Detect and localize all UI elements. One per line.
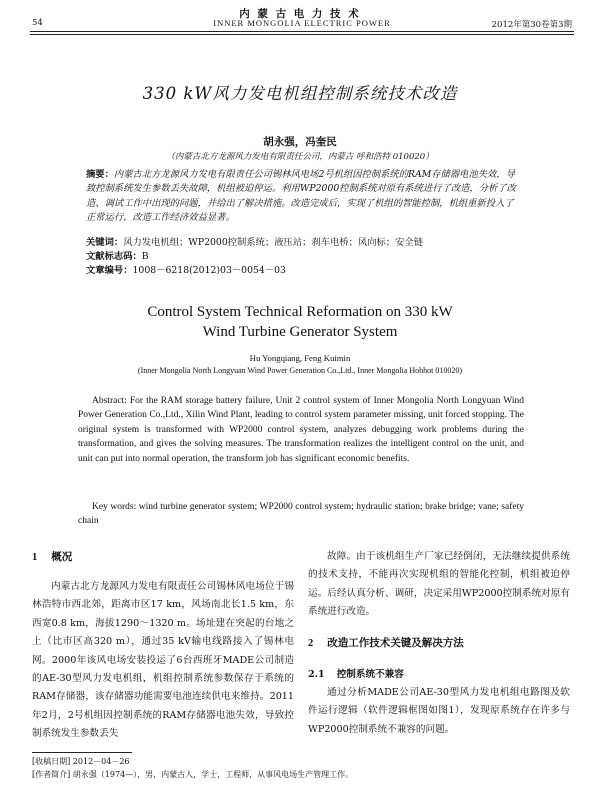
section-1-paragraph: 内蒙古北方龙源风力发电有限责任公司锡林风电场位于锡林浩特市西北郊，距离市区17 km，风场南北长1.5 km，东西宽0.8 km，海拔1290～1320 m。场址建在突起的台地之上（比市区高320 m），通过35 kV输电线路接入了锡林电网。2000年该风电场安装投运了6台西班牙MADE公司制造的AE-30型风力发电机组，机组控制系统参数保存于系统的RAM存储器，该存储器功能需要电池连续供电来维持。2011年2月，2号机组因控制系统的RAM存储器电池失效，导致控制系统发生参数丢失 — [32, 581, 294, 740]
section-2-number: 2 — [308, 637, 314, 649]
abstract-en-label: Abstract: — [92, 396, 127, 406]
left-column — [32, 548, 294, 744]
article-number-label: 文章编号： — [86, 265, 133, 276]
journal-title-cn: 内 蒙 古 电 力 技 术 — [239, 8, 361, 20]
keywords-en-label: Key words: — [92, 502, 137, 512]
section-2-title: 改造工作技术关键及解决方法 — [327, 636, 464, 649]
keywords-cn-text: 风力发电机组；WP2000控制系统；液压站；刹车电桥；风向标；安全链 — [123, 237, 423, 248]
page-number: 54 — [32, 18, 43, 28]
abstract-en — [78, 394, 524, 466]
article-title-en-line2: Wind Turbine Generator System — [202, 324, 398, 340]
section-2-heading — [308, 634, 570, 664]
affiliation-en: (Inner Mongolia North Longyuan Wind Power Generation Co.,Ltd., Inner Mongolia Hohhot 010020) — [137, 366, 463, 375]
received-label: [收稿日期] — [32, 757, 71, 766]
section-1-heading — [32, 548, 294, 578]
header-rule — [30, 31, 574, 32]
section-1-number: 1 — [32, 552, 38, 563]
footnote-received — [32, 756, 572, 768]
authors-en: Hu Yongqiang, Feng Kuimin — [249, 353, 351, 363]
keywords-cn — [86, 236, 522, 250]
subsection-2-1-paragraph: 通过分析MADE公司AE-30型风力发电机组电路图及软件运行逻辑（软件逻辑框图如图1），发现原系统存在许多与WP2000控制系统不兼容的问题。 — [308, 687, 570, 735]
journal-title-en: INNER MONGOLIA ELECTRIC POWER — [213, 18, 391, 28]
document-code-value: B — [141, 251, 149, 262]
article-number — [86, 264, 522, 278]
keywords-cn-label: 关键词： — [86, 237, 124, 248]
document-code — [86, 250, 522, 264]
header-rule-thin — [30, 34, 574, 35]
author-bio-label: [作者简介] — [32, 770, 71, 779]
article-title-en — [0, 302, 600, 342]
abstract-en-text: For the RAM storage battery failure, Unit 2 control system of Inner Mongolia North Longyuan Wind Power Generation Co.,Ltd., Xilin Wind Plant, leading to control system parameter missing, unit forced stopping. The original system is transformed with WP2000 control system, analyzes debugging work problems during the transformation, and gives the solving measures. The transformation realizes the intelligent control on the unit, and unit can put into normal operation, the transform job has significant economic benefits. — [78, 396, 524, 464]
section-1-title: 概况 — [51, 551, 73, 563]
article-title-en-line1: Control System Technical Reformation on 330 kW — [147, 304, 453, 320]
affiliation-cn: （内蒙古北方龙源风力发电有限责任公司，内蒙古 呼和浩特 010020） — [166, 152, 434, 162]
right-column — [308, 548, 570, 739]
author-bio-text: 胡永强（1974—），男，内蒙古人，学士，工程师，从事风电场生产管理工作。 — [72, 770, 354, 779]
footnote-author — [32, 769, 572, 781]
running-header — [32, 18, 572, 31]
article-title-cn: 330 kW风力发电机组控制系统技术改造 — [142, 84, 458, 103]
issue-info: 2012年第30卷第3期 — [491, 20, 572, 30]
authors-cn: 胡永强，冯奎民 — [263, 136, 337, 148]
footnote-rule — [32, 752, 132, 753]
keywords-en-text: wind turbine generator system; WP2000 control system; hydraulic station; brake bridge; vane; safety chain — [78, 502, 524, 527]
keywords-en — [78, 500, 524, 529]
abstract-cn-label: 摘要： — [86, 169, 114, 180]
subsection-2-1-heading — [308, 666, 570, 684]
abstract-cn-text: 内蒙古北方龙源风力发电有限责任公司锡林风电场2号机组因控制系统的RAM存储器电池失效，导致控制系统发生参数丢失故障，机组被迫停运。利用WP2000控制系统对原有系统进行了改造，分析了改造、调试工作中出现的问题，并给出了解决措施。改造完成后，实现了机组的智能控制，机组重新投入了正常运行，改造工作经济效益显著。 — [86, 169, 516, 224]
section-1-continuation: 故障。由于该机组生产厂家已经倒闭，无法继续提供系统的技术支持，不能再次实现机组的智能化控制，机组被迫停运。后经认真分析、调研，决定采用WP2000控制系统对原有系统进行改造。 — [308, 551, 570, 618]
subsection-2-1-number: 2.1 — [308, 668, 325, 680]
received-date: 2012－04－26 — [72, 757, 130, 766]
subsection-2-1-title: 控制系统不兼容 — [336, 668, 404, 680]
abstract-cn — [86, 168, 522, 226]
document-code-label: 文献标志码： — [86, 251, 142, 262]
article-number-value: 1008－6218(2012)03－0054－03 — [132, 265, 286, 276]
